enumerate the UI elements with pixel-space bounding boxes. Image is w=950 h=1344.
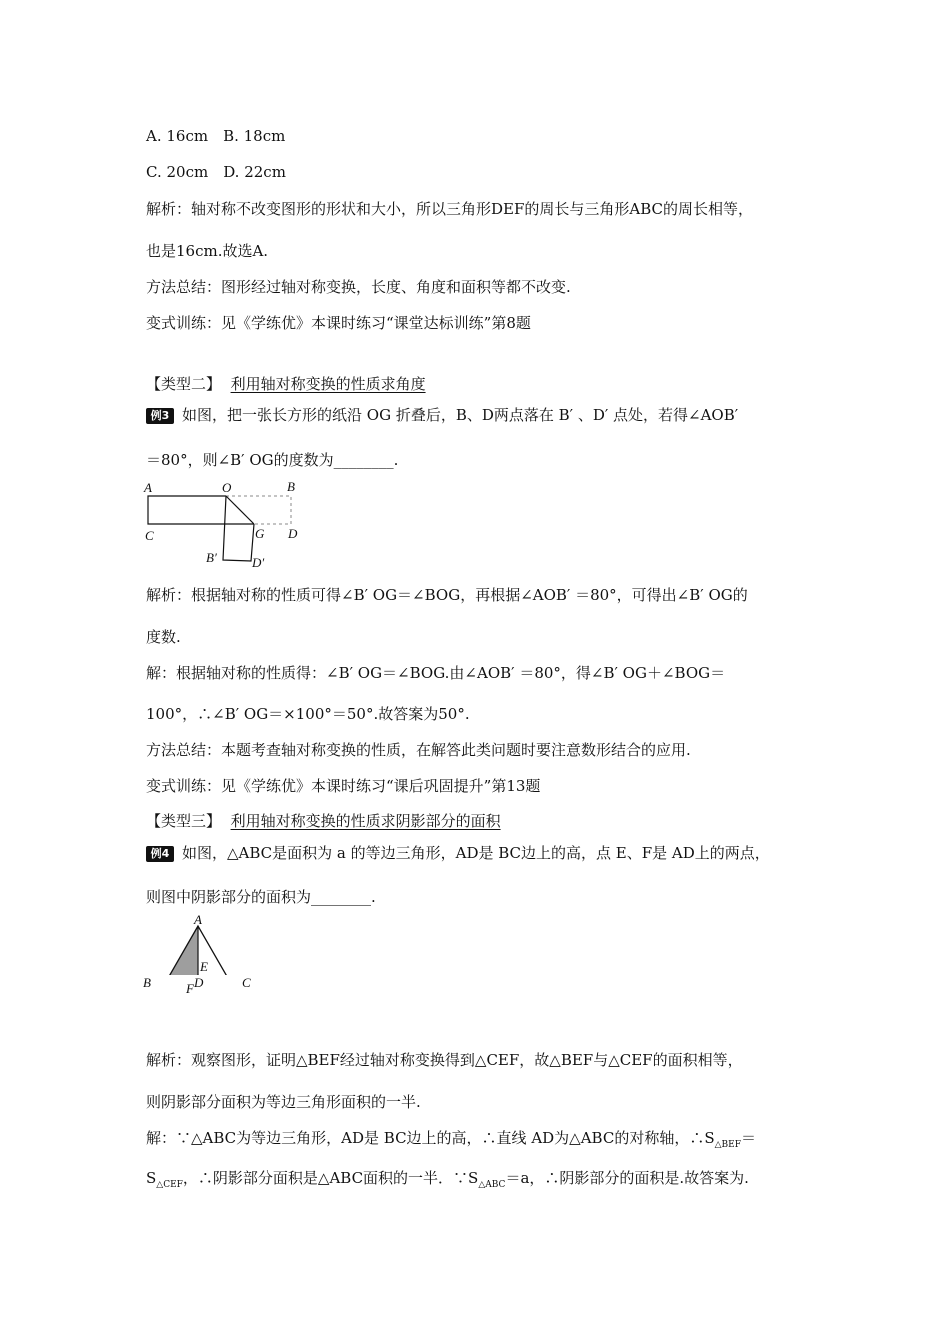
type3-title: 利用轴对称变换的性质求阴影部分的面积: [230, 812, 501, 830]
example3-solution-line-1: 解：根据轴对称的性质得：∠B′ OG＝∠BOG.由∠AOB′ ＝80°，得∠B′ OG＋∠BOG＝: [146, 664, 726, 682]
solution-text-a: 解：∵△ABC为等边三角形，AD是 BC边上的高，∴直线 AD为△ABC的对称轴，∴S: [146, 1129, 715, 1147]
label-b: B: [287, 479, 295, 494]
solution-text-mid: ，∴阴影部分面积是△ABC面积的一半．∵S: [182, 1169, 479, 1187]
subscript-abc: △ABC: [478, 1180, 506, 1190]
label-a: A: [194, 912, 202, 927]
label-g: G: [255, 526, 265, 541]
example4-question-line-1: [146, 843, 770, 863]
label-d-prime: D′: [252, 555, 265, 570]
label-c: C: [145, 528, 154, 543]
label-o: O: [222, 480, 232, 495]
example4-question-text: 如图，△ABC是面积为 a 的等边三角形，AD是 BC边上的高，点 E、F是 AD上的两点，: [182, 844, 770, 862]
option-line-ab: A. 16cm B. 18cm: [146, 127, 286, 145]
example3-method-summary: 方法总结：本题考查轴对称变换的性质，在解答此类问题时要注意数形结合的应用.: [146, 741, 691, 759]
original-rectangle-outline: [148, 496, 291, 524]
label-c: C: [242, 975, 251, 990]
solution-text-b: ＝: [740, 1129, 756, 1147]
example4-solution-line-2: [146, 1168, 749, 1195]
example3-analysis-line-1: 解析：根据轴对称的性质可得∠B′ OG＝∠BOG，再根据∠AOB′ ＝80°，可得出∠B′ OG的: [146, 586, 748, 604]
example4-analysis-line-1: 解析：观察图形，证明△BEF经过轴对称变换得到△CEF，故△BEF与△CEF的面积相等，: [146, 1051, 743, 1069]
subscript-cef: △CEF: [156, 1180, 183, 1190]
example4-solution-line-1: [146, 1128, 756, 1155]
example3-badge: 例3: [146, 408, 174, 424]
label-a: A: [144, 480, 152, 495]
example3-analysis-line-2: 度数.: [146, 628, 181, 646]
label-e: E: [200, 959, 208, 974]
method-summary: 方法总结：图形经过轴对称变换，长度、角度和面积等都不改变.: [146, 278, 571, 296]
example3-question-line-2: ＝80°，则∠B′ OG的度数为________.: [146, 451, 399, 469]
folded-flap: [223, 496, 254, 561]
triangle-figure-labels: [136, 912, 262, 996]
option-line-cd: C. 20cm D. 22cm: [146, 163, 286, 181]
example3-solution-line-2: 100°，∴∠B′ OG＝×100°＝50°.故答案为50°.: [146, 705, 470, 723]
type2-bracket: 【类型二】: [146, 375, 222, 393]
example4-question-line-2: 则图中阴影部分的面积为________.: [146, 888, 376, 906]
example3-question-line-1: [146, 405, 738, 425]
example4-analysis-line-2: 则阴影部分面积为等边三角形面积的一半.: [146, 1093, 421, 1111]
fold-rectangle-figure: [140, 478, 310, 572]
example3-variant-training: 变式训练：见《学练优》本课时练习“课后巩固提升”第13题: [146, 777, 541, 795]
label-b: B: [143, 975, 151, 990]
example4-badge: 例4: [146, 846, 174, 862]
label-d: D: [194, 975, 204, 990]
analysis-line-1: 解析：轴对称不改变图形的形状和大小，所以三角形DEF的周长与三角形ABC的周长相等，: [146, 200, 753, 218]
type2-header: [146, 374, 426, 394]
fold-line-og: [226, 496, 254, 524]
type3-bracket: 【类型三】: [146, 812, 222, 830]
label-d: D: [288, 526, 298, 541]
type3-header: [146, 811, 501, 831]
solution-text-s: S: [146, 1169, 157, 1187]
example3-question-text: 如图，把一张长方形的纸沿 OG 折叠后，B、D两点落在 B′ 、D′ 点处，若得∠AOB′: [182, 406, 739, 424]
type2-title: 利用轴对称变换的性质求角度: [230, 375, 426, 393]
label-f: F: [186, 981, 194, 996]
analysis-line-2: 也是16cm.故选A.: [146, 242, 269, 260]
triangle-figure-base-labels: [136, 975, 266, 991]
label-b-prime: B′: [206, 550, 217, 565]
variant-training: 变式训练：见《学练优》本课时练习“课堂达标训练”第8题: [146, 314, 531, 332]
subscript-bef: △BEF: [714, 1140, 741, 1150]
rectangle-solid-edges: [148, 496, 254, 524]
solution-text-end: ＝a，∴阴影部分的面积是.故答案为.: [505, 1169, 749, 1187]
